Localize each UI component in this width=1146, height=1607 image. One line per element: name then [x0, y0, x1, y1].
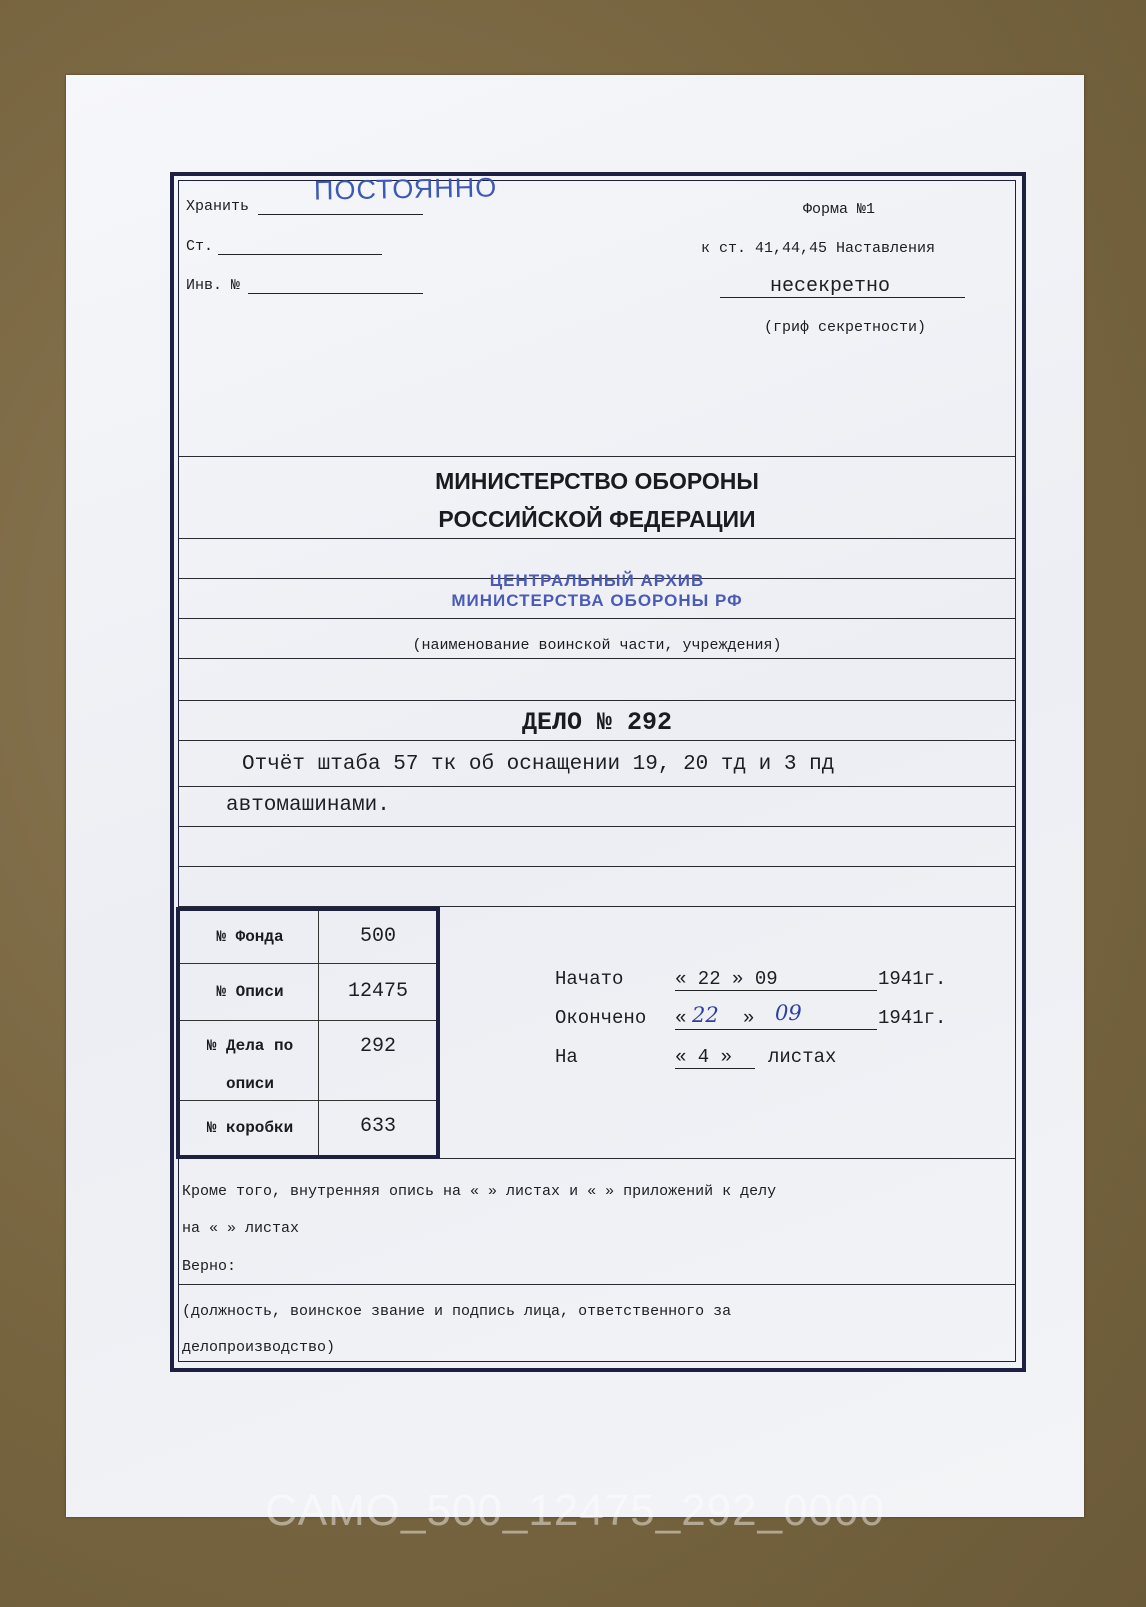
archive-index-table [176, 907, 440, 1159]
inv-label: Инв. № [186, 277, 241, 294]
rule [179, 456, 1015, 457]
rule [179, 538, 1015, 539]
ended-day-handwritten: 22 [692, 1003, 719, 1027]
case-description-line1: Отчёт штаба 57 тк об оснащении 19, 20 тд и 3 пд [242, 753, 835, 776]
delo-value: 292 [359, 1035, 396, 1058]
case-description-line2: автомашинами. [226, 794, 390, 817]
unit-caption: (наименование воинской части, учреждения) [412, 637, 782, 654]
sheets-count: « 4 » [675, 1046, 733, 1068]
signature-caption-line1: (должность, воинское звание и подпись лица, ответственного за [182, 1303, 732, 1320]
table-row [180, 911, 436, 964]
scan-watermark: CAMO_500_12475_292_0000 [265, 1486, 885, 1535]
opis-label: № Описи [216, 983, 284, 1001]
rule [179, 740, 1015, 741]
permanent-stamp: ПОСТОЯННО [313, 172, 498, 206]
table-row [180, 964, 436, 1021]
started-year: 1941г. [878, 968, 947, 990]
ended-label: Окончено [555, 1007, 647, 1029]
rule [179, 786, 1015, 787]
signature-caption-line2: делопроизводство) [182, 1339, 336, 1356]
secrecy-value: несекретно [770, 275, 891, 298]
secrecy-underline [720, 297, 965, 298]
sheets-label: листах [768, 1046, 837, 1068]
keep-label: Хранить [186, 198, 250, 215]
started-label: Начато [555, 968, 624, 990]
box-label: № коробки [206, 1119, 294, 1137]
ministry-line1: МИНИСТЕРСТВО ОБОРОНЫ [435, 468, 759, 494]
archive-stamp-line2: МИНИСТЕРСТВА ОБОРОНЫ РФ [451, 591, 743, 610]
sheets-underline [675, 1068, 755, 1069]
rule [179, 866, 1015, 867]
table-row [180, 1021, 436, 1101]
ended-year: 1941г. [878, 1007, 947, 1029]
article-reference: к ст. 41,44,45 Наставления [701, 240, 936, 257]
rule [179, 1284, 1015, 1285]
delo-label-line1: № Дела по [206, 1037, 294, 1055]
ended-month-handwritten: 09 [775, 1001, 802, 1025]
extra-inventory-line2: на « » листах [182, 1220, 300, 1237]
st-label: Ст. [186, 238, 214, 255]
ended-quote-close: » [743, 1007, 755, 1029]
rule [179, 658, 1015, 659]
st-underline [218, 254, 382, 255]
on-label: На [555, 1046, 578, 1068]
ended-underline [675, 1029, 877, 1030]
fond-value: 500 [359, 925, 396, 948]
rule [179, 618, 1015, 619]
table-row [180, 1101, 436, 1155]
correct-label: Верно: [182, 1258, 237, 1275]
inv-underline [248, 293, 423, 294]
ministry-line2: РОССИЙСКОЙ ФЕДЕРАЦИИ [438, 506, 756, 532]
started-value: « 22 » 09 [675, 968, 778, 990]
case-title: ДЕЛО № 292 [521, 708, 673, 737]
keep-underline [258, 214, 423, 215]
form-number: Форма №1 [803, 201, 876, 218]
secrecy-caption: (гриф секретности) [764, 319, 927, 336]
delo-label-line2: описи [225, 1075, 274, 1093]
archive-stamp-line1: ЦЕНТРАЛЬНЫЙ АРХИВ [489, 571, 705, 590]
box-value: 633 [359, 1115, 396, 1138]
opis-value: 12475 [347, 980, 408, 1003]
rule [179, 700, 1015, 701]
started-underline [675, 990, 877, 991]
ended-quote-open: « [675, 1007, 687, 1029]
rule [179, 826, 1015, 827]
fond-label: № Фонда [216, 928, 284, 946]
extra-inventory-line1: Кроме того, внутренняя опись на « » листах и « » приложений к делу [182, 1183, 777, 1200]
